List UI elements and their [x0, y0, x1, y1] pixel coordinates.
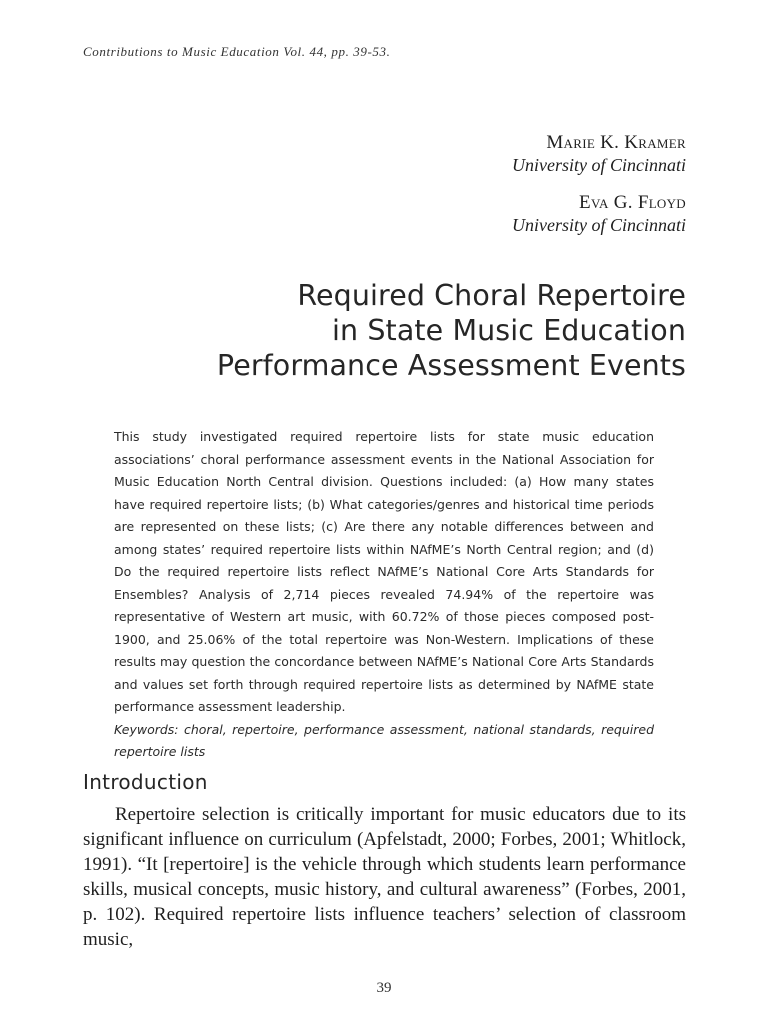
- author-list: [512, 131, 686, 251]
- article-title: [126, 278, 686, 383]
- title-line: Required Choral Repertoire: [297, 279, 686, 312]
- title-line: in State Music Education: [332, 314, 686, 347]
- author-name: Eva G. Floyd: [579, 192, 686, 213]
- page-number: 39: [376, 980, 392, 996]
- abstract: [114, 426, 654, 764]
- abstract-text: This study investigated required repertoire lists for state music education associations’ choral performance assessment events in the National Association for Music Education North Central division. Questions included: (a) How many states have required repertoire lists; (b) What categories/genres and historical time periods are represented on these lists; (c) Are there any notable differences between and among states’ required repertoire lists within NAfME’s North Central region; and (d) Do the required repertoire lists reflect NAfME’s National Core Arts Standards for Ensembles? Analysis of 2,714 pieces revealed 74.94% of the repertoire was representative of Western art music, with 60.72% of those pieces composed post-1900, and 25.06% of the total repertoire was Non-Western. Implications of these results may question the concordance between NAfME’s National Core Arts Standards and values set forth through required repertoire lists as determined by NAfME state performance assessment leadership.: [114, 429, 654, 714]
- section-heading: Introduction: [83, 770, 208, 794]
- body-paragraph: Repertoire selection is critically important for music educators due to its significant influence on curriculum (Apfelstadt, 2000; Forbes, 2001; Whitlock, 1991). “It [repertoire] is the vehicle through which students learn performance skills, musical concepts, music history, and cultural awareness” (Forbes, 2001, p. 102). Required repertoire lists influence teachers’ selection of classroom music,: [83, 804, 686, 950]
- author-1: [512, 131, 686, 177]
- author-affiliation: University of Cincinnati: [512, 215, 686, 235]
- author-affiliation: University of Cincinnati: [512, 155, 686, 175]
- keywords: Keywords: choral, repertoire, performance assessment, national standards, required repertoire lists: [114, 721, 654, 759]
- title-line: Performance Assessment Events: [216, 349, 686, 382]
- body-text: [83, 802, 686, 952]
- author-name: Marie K. Kramer: [546, 132, 686, 153]
- running-head: Contributions to Music Education Vol. 44, pp. 39-53.: [83, 44, 391, 59]
- author-2: [512, 191, 686, 237]
